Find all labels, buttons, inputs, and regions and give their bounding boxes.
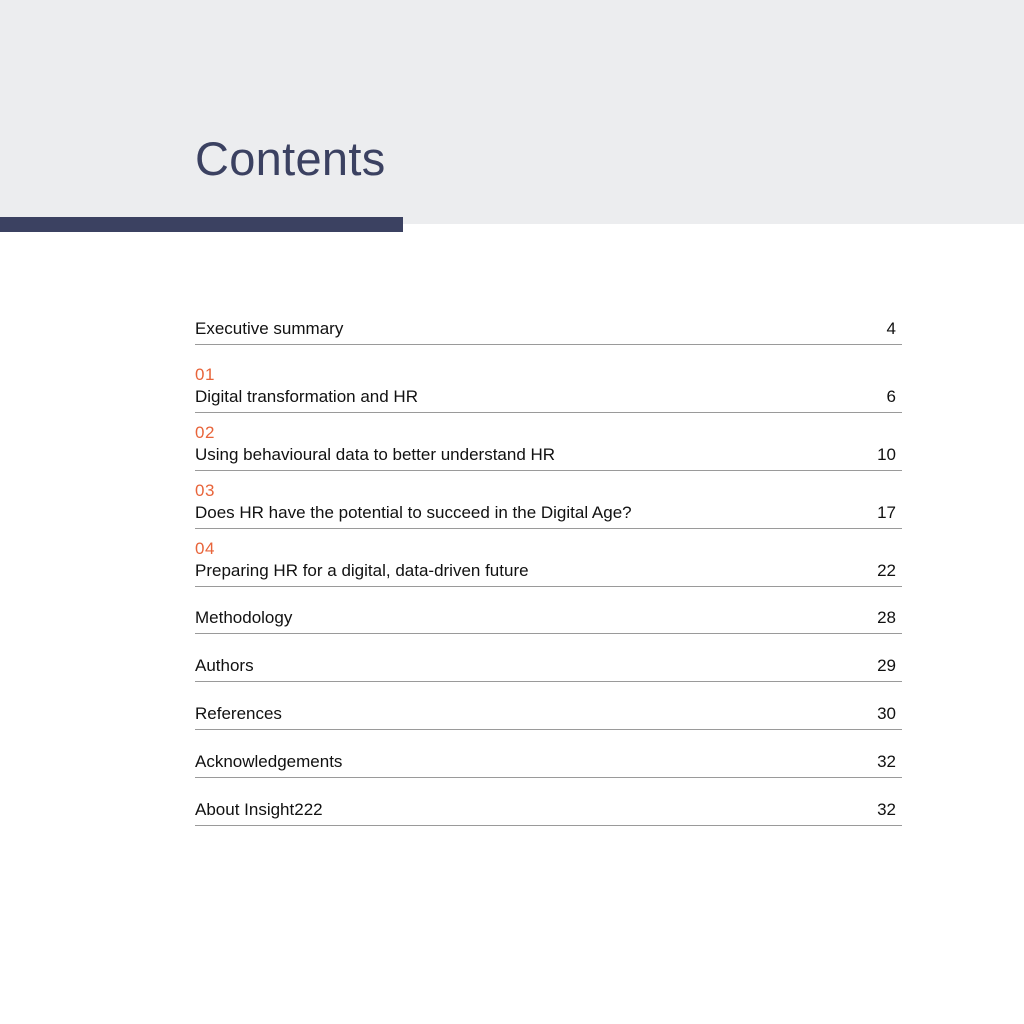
toc-entry-page-number: 32 [877, 800, 896, 819]
toc-entry-page-number: 6 [886, 387, 896, 406]
toc-entry-label: Does HR have the potential to succeed in the Digital Age? [195, 503, 632, 522]
toc-entry-label: Authors [195, 656, 254, 675]
toc-entry-label: Executive summary [195, 319, 344, 338]
toc-entry-acknowledgements[interactable] [195, 752, 902, 778]
toc-entry-label: Digital transformation and HR [195, 387, 418, 406]
toc-entry-page-number: 28 [877, 608, 896, 627]
toc-section-number: 02 [195, 423, 215, 442]
toc-section-number: 04 [195, 539, 215, 558]
toc-entry-section-04[interactable] [195, 538, 902, 587]
toc-entry-references[interactable] [195, 704, 902, 730]
toc-entry-methodology[interactable] [195, 608, 902, 634]
toc-entry-section-02[interactable] [195, 422, 902, 471]
toc-entry-page-number: 29 [877, 656, 896, 675]
toc-entry-label: Using behavioural data to better understand HR [195, 445, 556, 464]
toc-section-number: 01 [195, 365, 215, 384]
toc-entry-about-insight222[interactable] [195, 800, 902, 826]
toc-entry-page-number: 10 [877, 445, 896, 464]
toc-entry-executive-summary[interactable] [195, 318, 902, 345]
toc-entry-label: Acknowledgements [195, 752, 343, 771]
toc-entry-page-number: 32 [877, 752, 896, 771]
toc-entry-section-01[interactable] [195, 364, 902, 413]
page-title: Contents [195, 132, 386, 185]
toc-entry-label: References [195, 704, 282, 723]
toc-entry-authors[interactable] [195, 656, 902, 682]
toc-entry-page-number: 17 [877, 503, 896, 522]
toc-entry-page-number: 22 [877, 561, 896, 580]
toc-section-number: 03 [195, 481, 215, 500]
toc-entry-section-03[interactable] [195, 480, 902, 529]
toc-entry-label: About Insight222 [195, 800, 323, 819]
toc-entry-label: Preparing HR for a digital, data-driven future [195, 561, 529, 580]
table-of-contents [195, 0, 902, 1024]
toc-entry-page-number: 4 [886, 319, 896, 338]
toc-entry-label: Methodology [195, 608, 293, 627]
toc-entry-page-number: 30 [877, 704, 896, 723]
